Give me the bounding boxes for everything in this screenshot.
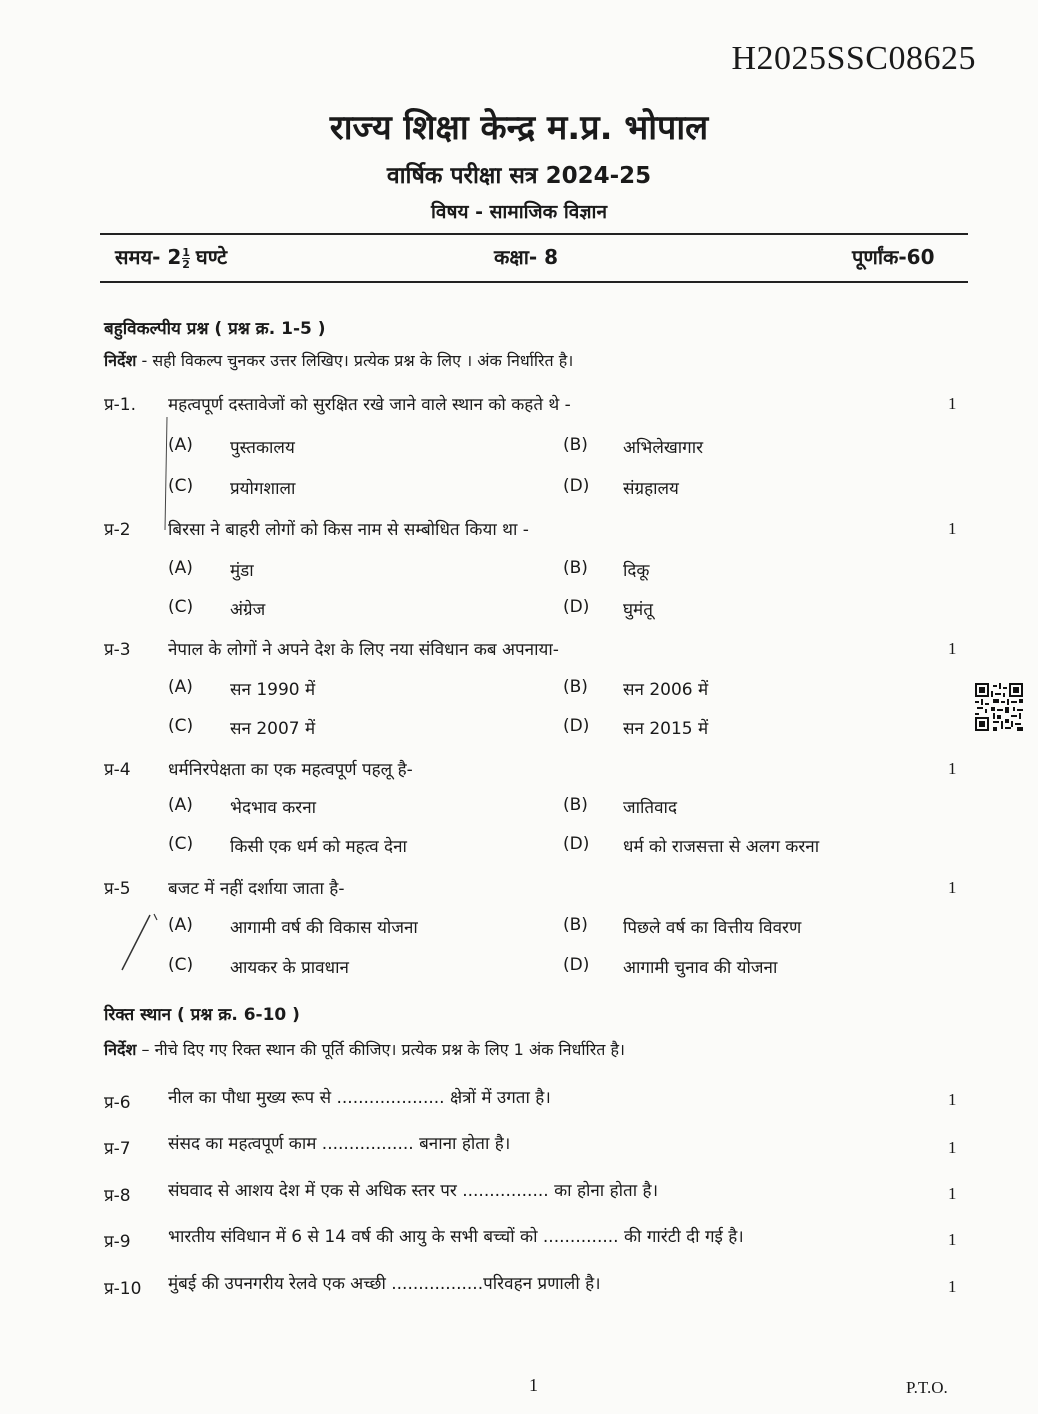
question-text: महत्वपूर्ण दस्तावेजों को सुरक्षित रखे जाने वाले स्थान को कहते थे - bbox=[168, 395, 571, 415]
time-unit: घण्टे bbox=[195, 245, 228, 269]
instruction-text: – नीचे दिए गए रिक्त स्थान की पूर्ति कीजिए। प्रत्येक प्रश्न के लिए 1 अंक निर्धारित है। bbox=[136, 1040, 625, 1059]
option-label: (D) bbox=[563, 597, 590, 617]
bottom-divider bbox=[100, 281, 968, 283]
option-text: आगामी चुनाव की योजना bbox=[623, 958, 778, 978]
question-marks: 1 bbox=[948, 759, 957, 778]
max-marks: पूर्णांक-60 bbox=[852, 245, 935, 269]
option-label: (D) bbox=[563, 834, 590, 854]
exam-session: वार्षिक परीक्षा सत्र 2024-25 bbox=[386, 163, 652, 189]
option-text: जातिवाद bbox=[623, 798, 677, 818]
qr-code-icon bbox=[975, 683, 1023, 731]
option-label: (D) bbox=[563, 955, 590, 975]
time-info bbox=[115, 243, 227, 270]
question-text: नेपाल के लोगों ने अपने देश के लिए नया संविधान कब अपनाया- bbox=[168, 640, 559, 660]
question-text: धर्मनिरपेक्षता का एक महत्वपूर्ण पहलू है- bbox=[168, 760, 413, 780]
question-number: प्र-9 bbox=[104, 1232, 131, 1252]
instruction-label: निर्देश bbox=[104, 351, 137, 370]
question-number: प्र-8 bbox=[104, 1186, 131, 1206]
question-marks: 1 bbox=[948, 1230, 957, 1249]
option-text: प्रयोगशाला bbox=[230, 479, 296, 499]
option-text: आयकर के प्रावधान bbox=[230, 958, 349, 978]
option-text: सन 2015 में bbox=[623, 719, 709, 739]
option-label: (A) bbox=[168, 915, 193, 935]
option-text: किसी एक धर्म को महत्व देना bbox=[230, 837, 407, 857]
page-number: 1 bbox=[529, 1375, 538, 1395]
question-marks: 1 bbox=[948, 1184, 957, 1203]
question-text: नील का पौधा मुख्य रूप से .................... क्षेत्रों में उगता है। bbox=[168, 1088, 551, 1108]
option-label: (B) bbox=[563, 915, 588, 935]
question-text: बजट में नहीं दर्शाया जाता है- bbox=[168, 879, 345, 899]
fill-instruction bbox=[104, 1038, 625, 1060]
mcq-heading: बहुविकल्पीय प्रश्न ( प्रश्न क्र. 1-5 ) bbox=[104, 319, 326, 339]
page-title: राज्य शिक्षा केन्द्र म.प्र. भोपाल bbox=[329, 108, 709, 148]
question-number: प्र-1. bbox=[104, 395, 137, 415]
time-label: समय- 2 bbox=[115, 245, 182, 269]
question-number: प्र-5 bbox=[104, 879, 131, 899]
question-marks: 1 bbox=[948, 519, 957, 538]
option-text: संग्रहालय bbox=[623, 479, 679, 499]
option-text: धर्म को राजसत्ता से अलग करना bbox=[623, 837, 820, 857]
option-text: दिकू bbox=[623, 561, 650, 581]
pen-stroke bbox=[160, 415, 174, 535]
subject-line: विषय - सामाजिक विज्ञान bbox=[430, 201, 607, 223]
question-marks: 1 bbox=[948, 1277, 957, 1296]
option-label: (A) bbox=[168, 677, 193, 697]
option-label: (D) bbox=[563, 476, 590, 496]
option-text: अंग्रेज bbox=[230, 600, 266, 620]
question-number: प्र-4 bbox=[104, 760, 131, 780]
pen-stroke bbox=[110, 910, 160, 975]
class-info: कक्षा- 8 bbox=[494, 245, 559, 269]
question-text: संसद का महत्वपूर्ण काम ................. बनाना होता है। bbox=[168, 1134, 511, 1154]
top-divider bbox=[100, 233, 968, 235]
question-text: बिरसा ने बाहरी लोगों को किस नाम से सम्बोधित किया था - bbox=[168, 520, 529, 540]
pto-label: P.T.O. bbox=[906, 1378, 948, 1397]
option-label: (C) bbox=[168, 834, 194, 854]
question-marks: 1 bbox=[948, 394, 957, 413]
option-label: (A) bbox=[168, 558, 193, 578]
option-label: (A) bbox=[168, 435, 193, 455]
option-label: (C) bbox=[168, 716, 194, 736]
option-label: (B) bbox=[563, 795, 588, 815]
document-code: H2025SSC08625 bbox=[731, 40, 976, 77]
option-text: पुस्तकालय bbox=[230, 438, 295, 458]
question-text: संघवाद से आशय देश में एक से अधिक स्तर पर ................ का होना होता है। bbox=[168, 1181, 659, 1201]
option-label: (A) bbox=[168, 795, 193, 815]
fraction-half: $\frac{1}{2}$ bbox=[182, 246, 190, 271]
instruction-label: निर्देश bbox=[104, 1040, 137, 1059]
option-text: सन 1990 में bbox=[230, 680, 316, 700]
option-label: (C) bbox=[168, 955, 194, 975]
question-number: प्र-2 bbox=[104, 520, 131, 540]
instruction-text: - सही विकल्प चुनकर उत्तर लिखिए। प्रत्येक प्रश्न के लिए । अंक निर्धारित है। bbox=[136, 351, 574, 370]
question-marks: 1 bbox=[948, 1090, 957, 1109]
question-number: प्र-10 bbox=[104, 1279, 142, 1299]
question-text: भारतीय संविधान में 6 से 14 वर्ष की आयु के सभी बच्चों को .............. की गारंटी दी गई है। bbox=[168, 1227, 744, 1247]
option-text: घुमंतू bbox=[623, 600, 653, 620]
option-text: भेदभाव करना bbox=[230, 798, 317, 818]
question-number: प्र-3 bbox=[104, 640, 131, 660]
option-label: (B) bbox=[563, 677, 588, 697]
option-label: (B) bbox=[563, 435, 588, 455]
option-label: (C) bbox=[168, 476, 194, 496]
option-text: पिछले वर्ष का वित्तीय विवरण bbox=[623, 918, 802, 938]
question-text: मुंबई की उपनगरीय रेलवे एक अच्छी .................परिवहन प्रणाली है। bbox=[168, 1274, 601, 1294]
option-text: सन 2007 में bbox=[230, 719, 316, 739]
option-text: सन 2006 में bbox=[623, 680, 709, 700]
option-text: मुंडा bbox=[230, 561, 254, 581]
option-text: आगामी वर्ष की विकास योजना bbox=[230, 918, 418, 938]
question-marks: 1 bbox=[948, 639, 957, 658]
option-text: अभिलेखागार bbox=[623, 438, 704, 458]
question-marks: 1 bbox=[948, 878, 957, 897]
option-label: (B) bbox=[563, 558, 588, 578]
mcq-instruction bbox=[104, 349, 573, 371]
question-number: प्र-6 bbox=[104, 1093, 131, 1113]
option-label: (D) bbox=[563, 716, 590, 736]
question-number: प्र-7 bbox=[104, 1139, 131, 1159]
option-label: (C) bbox=[168, 597, 194, 617]
fill-heading: रिक्त स्थान ( प्रश्न क्र. 6-10 ) bbox=[104, 1005, 300, 1025]
question-marks: 1 bbox=[948, 1138, 957, 1157]
